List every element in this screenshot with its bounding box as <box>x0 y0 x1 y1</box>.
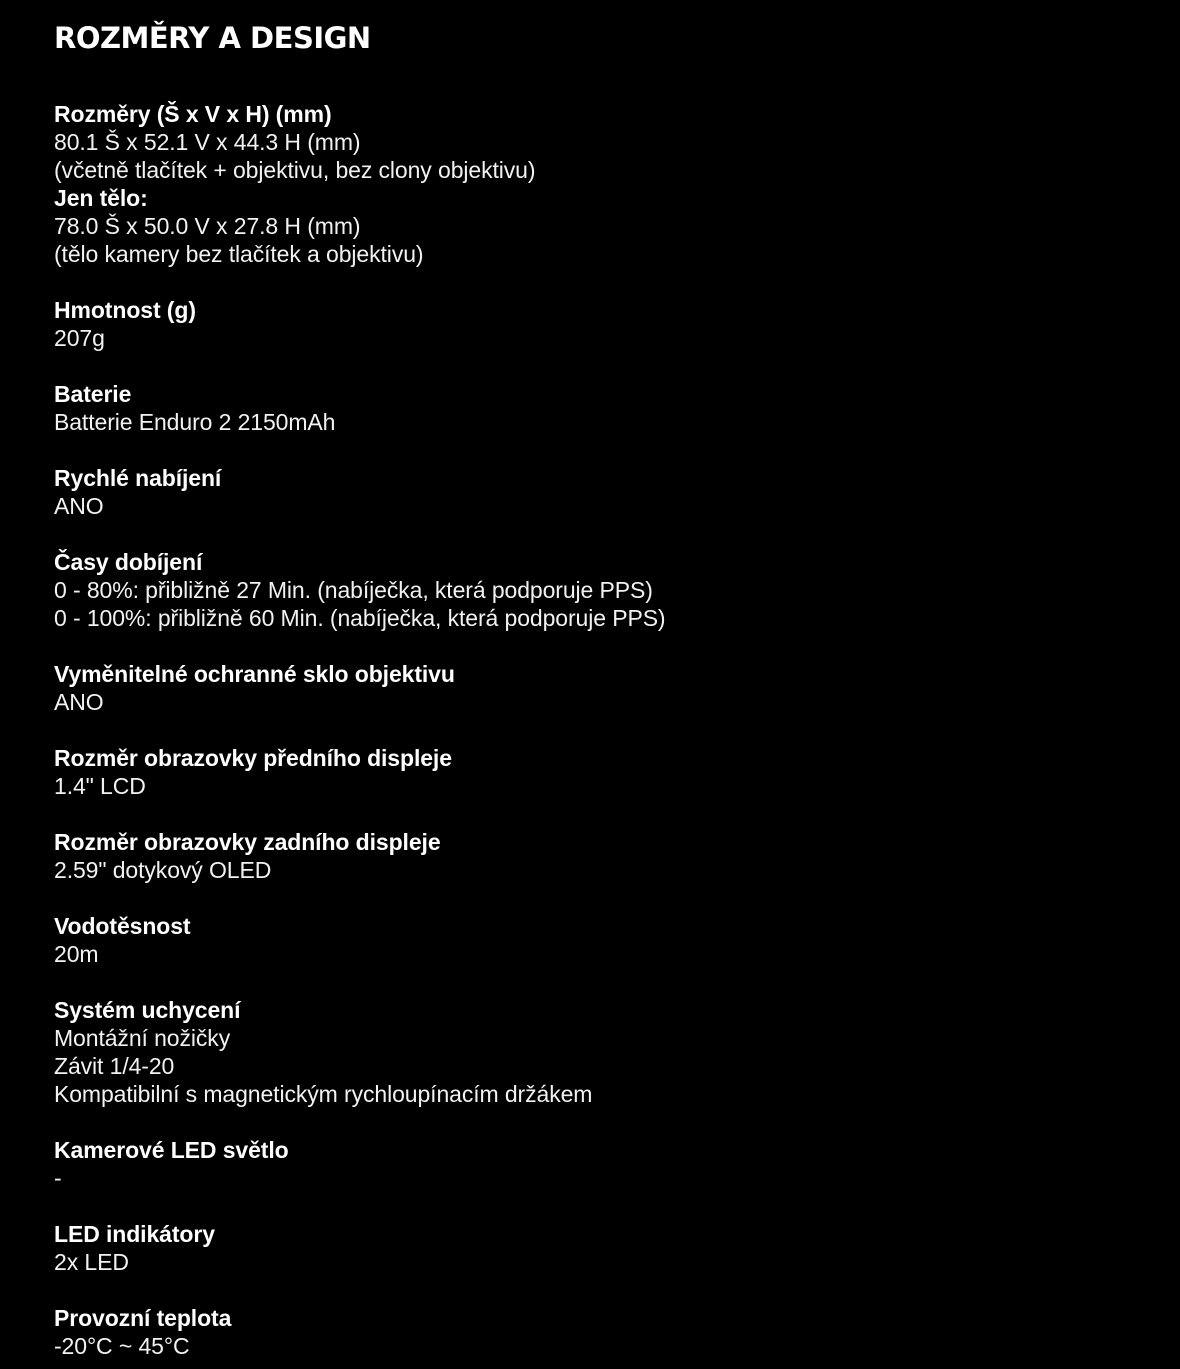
spec-value: 1.4" LCD <box>54 773 146 799</box>
spec-value: 78.0 Š x 50.0 V x 27.8 H (mm) <box>54 213 361 239</box>
spec-value: Kompatibilní s magnetickým rychloupínacím držákem <box>54 1081 593 1107</box>
spec-value: ANO <box>54 689 104 715</box>
spec-led-indicators <box>54 1220 1180 1276</box>
spec-lens-glass <box>54 660 1180 716</box>
spec-value: Batterie Enduro 2 2150mAh <box>54 409 336 435</box>
spec-label: Hmotnost (g) <box>54 297 196 323</box>
spec-mounting <box>54 996 1180 1108</box>
spec-label: Baterie <box>54 381 132 407</box>
spec-label: Rychlé nabíjení <box>54 465 222 491</box>
spec-waterproof <box>54 912 1180 968</box>
spec-battery <box>54 380 1180 436</box>
spec-value: ANO <box>54 493 104 519</box>
spec-value: 207g <box>54 325 105 351</box>
spec-dimensions <box>54 100 1180 268</box>
spec-label: Provozní teplota <box>54 1305 232 1331</box>
spec-label: Rozměry (Š x V x H) (mm) <box>54 101 332 127</box>
spec-value: 0 - 80%: přibližně 27 Min. (nabíječka, která podporuje PPS) <box>54 577 653 603</box>
spec-fast-charging <box>54 464 1180 520</box>
spec-value: (včetně tlačítek + objektivu, bez clony objektivu) <box>54 157 536 183</box>
spec-front-display <box>54 744 1180 800</box>
spec-label: LED indikátory <box>54 1221 215 1247</box>
spec-label: Systém uchycení <box>54 997 241 1023</box>
spec-value: 80.1 Š x 52.1 V x 44.3 H (mm) <box>54 129 361 155</box>
spec-value: -20°C ~ 45°C <box>54 1333 190 1359</box>
spec-value: Závit 1/4-20 <box>54 1053 175 1079</box>
spec-label: Vodotěsnost <box>54 913 191 939</box>
spec-operating-temperature <box>54 1304 1180 1360</box>
spec-label: Časy dobíjení <box>54 549 203 575</box>
spec-value: - <box>54 1165 62 1191</box>
page-title: ROZMĚRY A DESIGN <box>54 21 371 55</box>
spec-value: 0 - 100%: přibližně 60 Min. (nabíječka, která podporuje PPS) <box>54 605 666 631</box>
spec-value: Montážní nožičky <box>54 1025 231 1051</box>
spec-sublabel: Jen tělo: <box>54 185 148 211</box>
spec-value: 2.59" dotykový OLED <box>54 857 272 883</box>
spec-label: Rozměr obrazovky zadního displeje <box>54 829 441 855</box>
spec-value: (tělo kamery bez tlačítek a objektivu) <box>54 241 424 267</box>
spec-camera-led-light <box>54 1136 1180 1192</box>
spec-value: 2x LED <box>54 1249 129 1275</box>
spec-weight <box>54 296 1180 352</box>
spec-label: Vyměnitelné ochranné sklo objektivu <box>54 661 455 687</box>
spec-label: Kamerové LED světlo <box>54 1137 289 1163</box>
spec-charging-times <box>54 548 1180 632</box>
spec-value: 20m <box>54 941 99 967</box>
spec-label: Rozměr obrazovky předního displeje <box>54 745 452 771</box>
spec-rear-display <box>54 828 1180 884</box>
